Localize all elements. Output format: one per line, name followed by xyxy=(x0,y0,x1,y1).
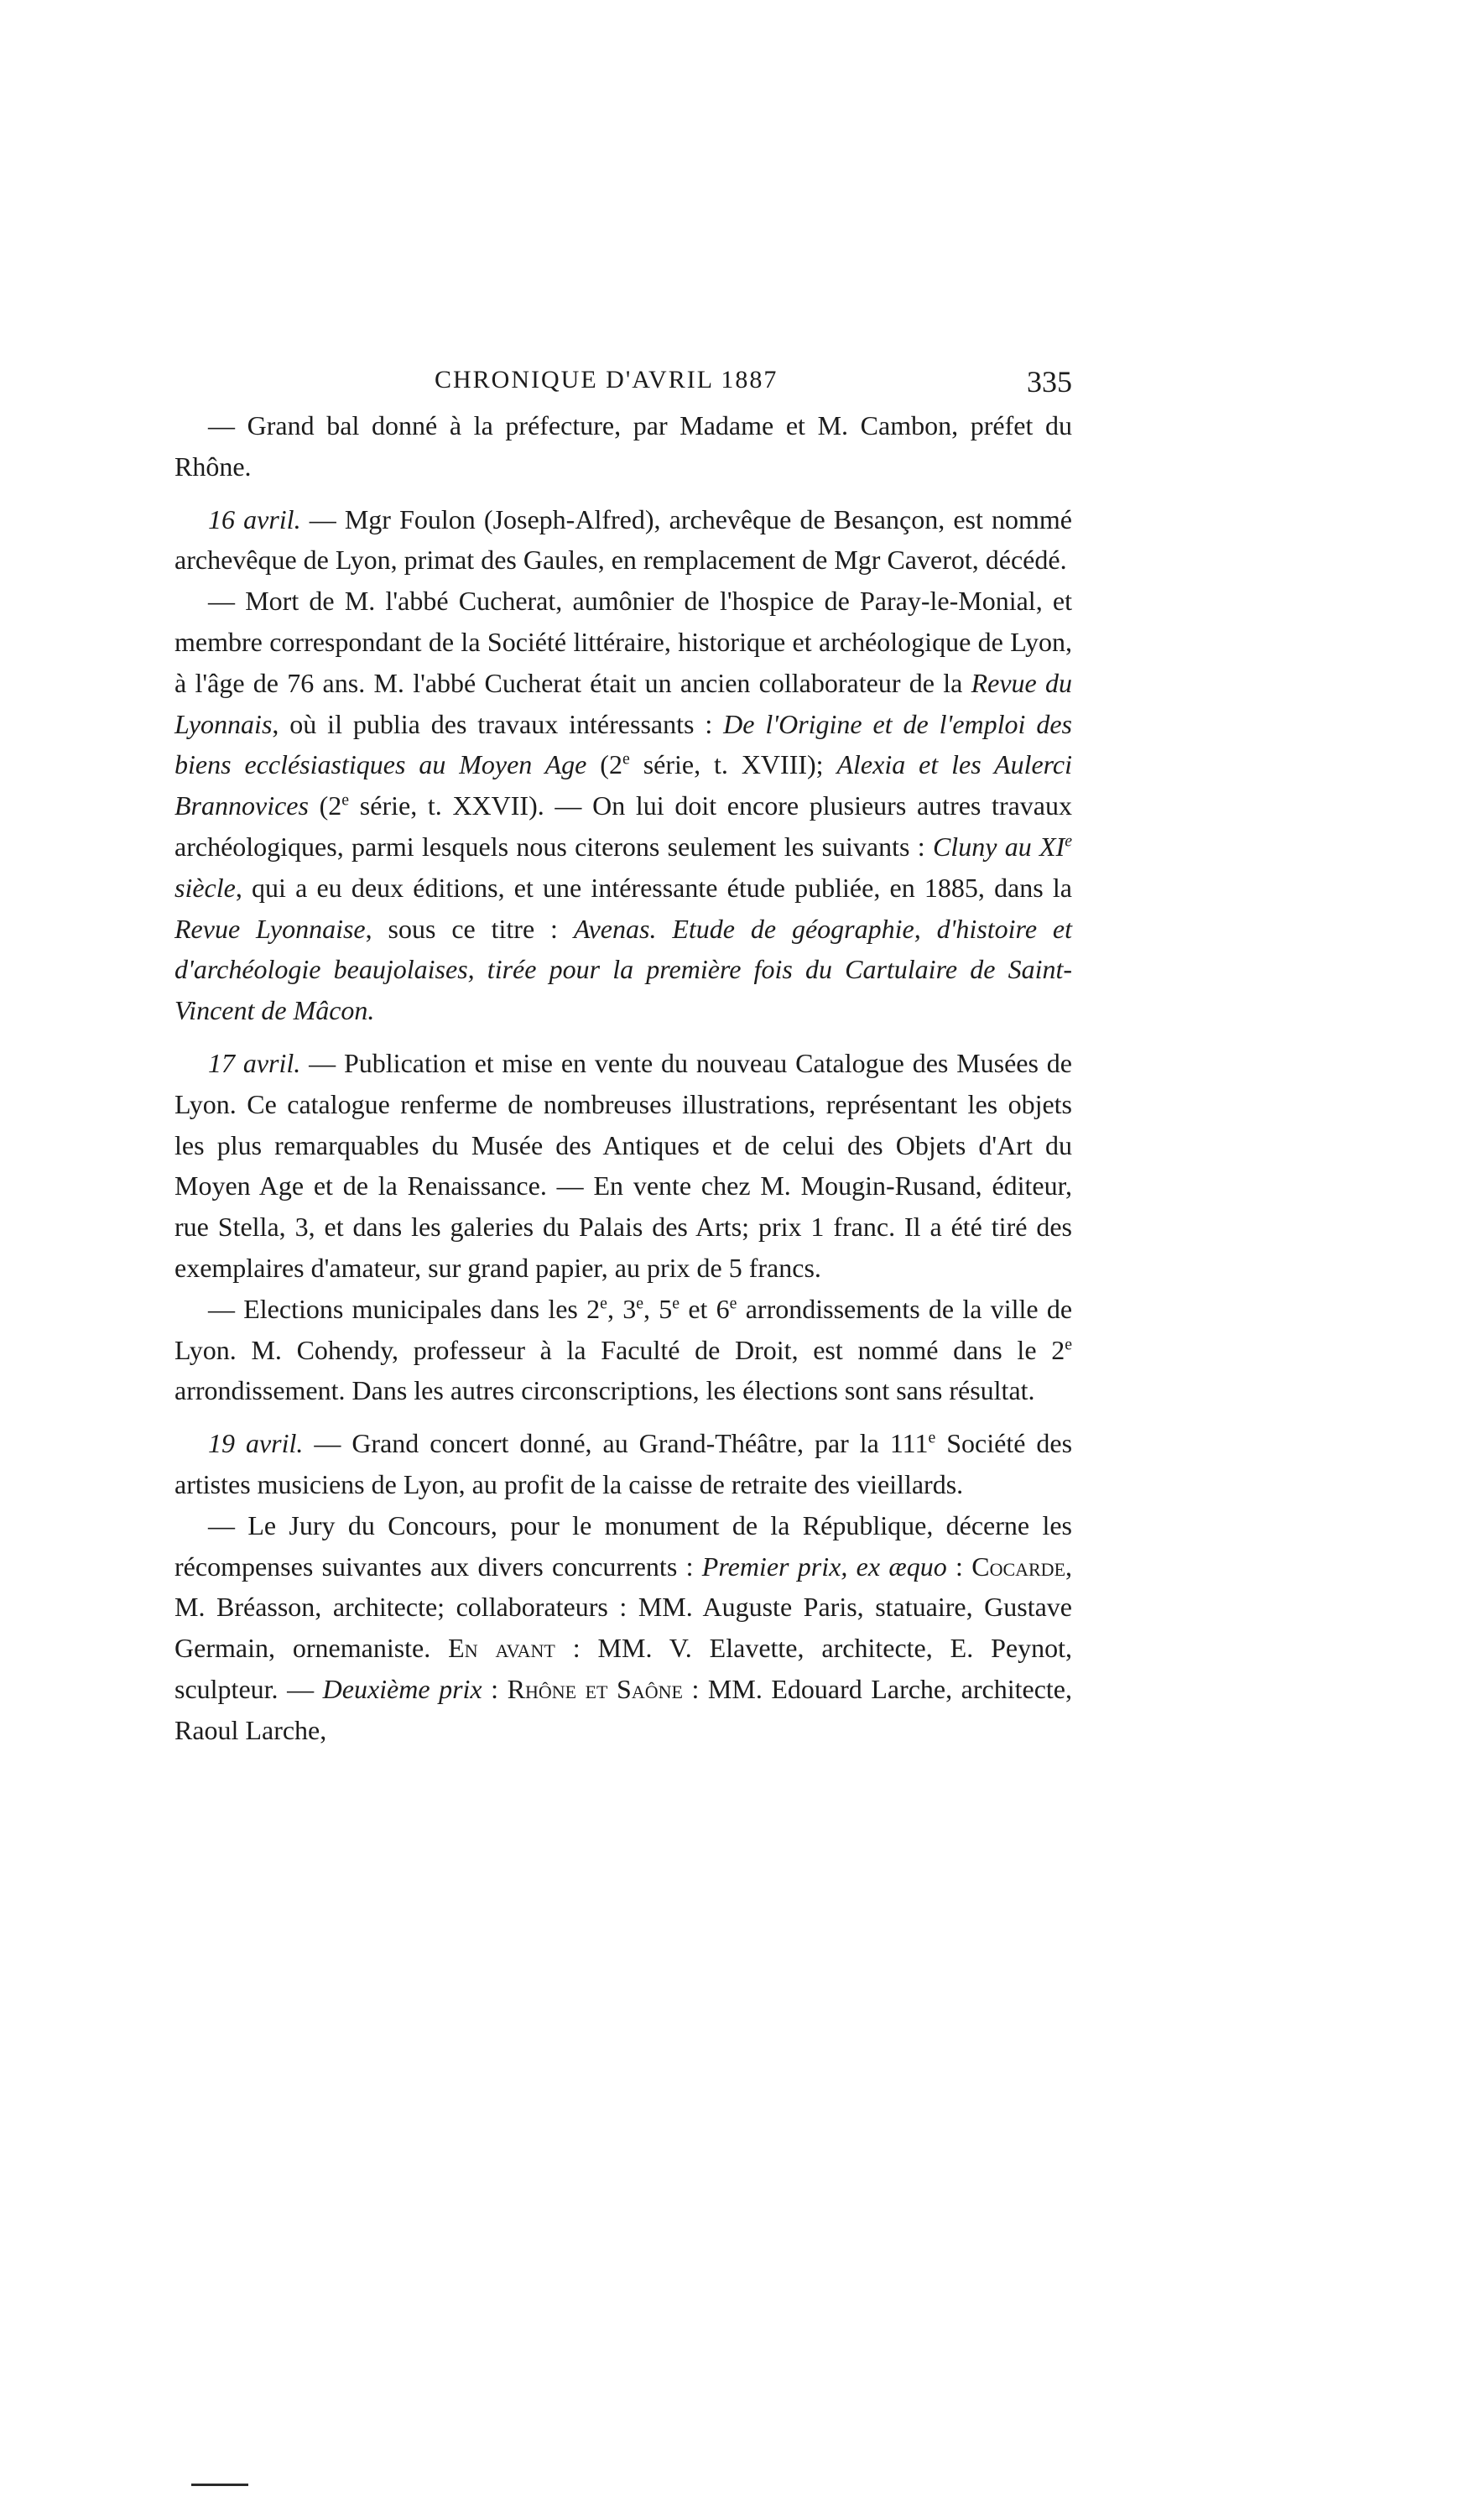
paragraph-jury-concours: — Le Jury du Concours, pour le monument de la République, décerne les récompenses suivantes aux divers concurrents : Premier prix, ex æquo : Cocarde, M. Bréasson, architecte; collaborateurs : MM. Auguste Paris, statuaire, Gustave Germain, ornemaniste. En avant : MM. V. Elavette, architecte, E. Peynot, sculpteur. — Deuxième prix : Rhône et Saône : MM. Edouard Larche, architecte, Raoul Larche, xyxy=(174,1509,1073,1745)
paragraph-16-avril: 16 avril. — Mgr Foulon (Joseph-Alfred), archevêque de Besançon, est nommé archevêque de Lyon, primat des Gaules, en remplacement de Mgr Caverot, décédé. xyxy=(174,503,1073,576)
page-number: 335 xyxy=(1027,365,1072,399)
entry-date: 16 avril. xyxy=(208,503,301,534)
paragraph-mort-cucherat: — Mort de M. l'abbé Cucherat, aumônier de l'hospice de Paray-le-Monial, et membre correspondant de la Société littéraire, historique et archéologique de Lyon, à l'âge de 76 ans. M. l'abbé Cucherat était un ancien collaborateur de la Revue du Lyonnais, où il publia des travaux intéressants : De l'Origine et de l'emploi des biens ecclésiastiques au Moyen Age (2e série, t. XVIII); Alexia et les Aulerci Brannovices (2e série, t. XXVII). — On lui doit encore plusieurs autres travaux archéologiques, parmi lesquels nous citerons seulement les suivants : Cluny au XIe siècle, qui a eu deux éditions, et une intéressante étude publiée, en 1885, dans la Revue Lyonnaise, sous ce titre : Avenas. Etude de géographie, d'histoire et d'archéologie beaujolaises, tirée pour la première fois du Cartulaire de Saint-Vincent de Mâcon. xyxy=(174,586,1073,1026)
paragraph-19-avril: 19 avril. — Grand concert donné, au Grand-Théâtre, par la 111e Société des artistes musiciens de Lyon, au profit de la caisse de retraite des vieillards. xyxy=(174,1428,1073,1499)
paragraph-17-avril: 17 avril. — Publication et mise en vente du nouveau Catalogue des Musées de Lyon. Ce catalogue renferme de nombreuses illustrations, représentant les objets les plus remarquables du Musée des Antiques et de celui des Objets d'Art du Moyen Age et de la Renaissance. — En vente chez M. Mougin-Rusand, éditeur, rue Stella, 3, et dans les galeries du Palais des Arts; prix 1 franc. Il a été tiré des exemplaires d'amateur, sur grand papier, au prix de 5 francs. xyxy=(174,1047,1073,1283)
entry-date: 19 avril. xyxy=(208,1428,304,1459)
running-header xyxy=(174,357,1072,405)
running-title: CHRONIQUE D'AVRIL 1887 xyxy=(435,366,778,394)
page-body xyxy=(174,357,1072,1751)
entry-date: 17 avril. xyxy=(208,1047,301,1078)
footer-rule xyxy=(191,2484,248,2486)
paragraph-elections: — Elections municipales dans les 2e, 3e, 5e et 6e arrondissements de la ville de Lyon. M. Cohendy, professeur à la Faculté de Droit, est nommé dans le 2e arrondissement. Dans les autres circonscriptions, les élections sont sans résultat. xyxy=(174,1293,1073,1406)
paragraph-grand-bal: — Grand bal donné à la préfecture, par Madame et M. Cambon, préfet du Rhône. xyxy=(174,410,1072,482)
